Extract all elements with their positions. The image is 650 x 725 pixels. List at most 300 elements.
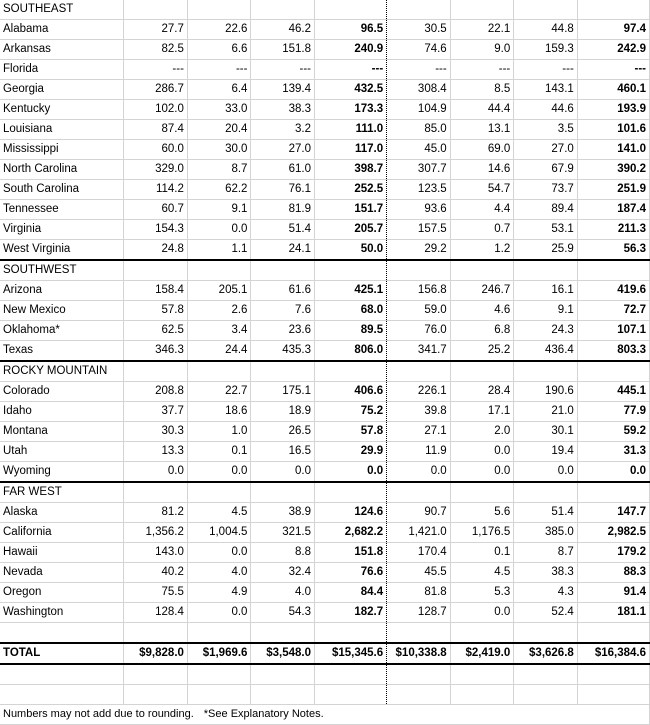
state-name: Arkansas xyxy=(0,40,124,60)
value-cell: 45.5 xyxy=(387,563,451,583)
value-cell: 8.7 xyxy=(514,543,578,563)
value-cell: 246.7 xyxy=(450,281,514,301)
value-cell: 179.2 xyxy=(577,543,649,563)
footnote xyxy=(0,705,650,725)
empty-cell xyxy=(0,623,124,644)
value-cell: 1,421.0 xyxy=(387,523,451,543)
table-row xyxy=(0,281,650,301)
value-cell: 88.3 xyxy=(577,563,649,583)
value-cell: 341.7 xyxy=(387,341,451,362)
value-cell: 73.7 xyxy=(514,180,578,200)
value-cell: 4.5 xyxy=(187,503,251,523)
state-name: North Carolina xyxy=(0,160,124,180)
value-cell: 24.3 xyxy=(514,321,578,341)
value-cell: 30.5 xyxy=(387,20,451,40)
value-cell: 436.4 xyxy=(514,341,578,362)
value-cell: 251.9 xyxy=(577,180,649,200)
empty-cell xyxy=(251,361,315,382)
table-row xyxy=(0,503,650,523)
empty-cell xyxy=(0,664,124,685)
value-cell: 81.9 xyxy=(251,200,315,220)
value-cell: 93.6 xyxy=(387,200,451,220)
value-cell: --- xyxy=(450,60,514,80)
value-cell: 30.3 xyxy=(124,422,188,442)
value-cell: 187.4 xyxy=(577,200,649,220)
value-cell: 329.0 xyxy=(124,160,188,180)
value-cell: 40.2 xyxy=(124,563,188,583)
value-cell: 4.3 xyxy=(514,583,578,603)
value-cell: 102.0 xyxy=(124,100,188,120)
value-cell: 60.0 xyxy=(124,140,188,160)
section-header-row xyxy=(0,482,650,503)
empty-cell xyxy=(577,685,649,705)
value-cell: 208.8 xyxy=(124,382,188,402)
empty-cell xyxy=(387,361,451,382)
value-cell: 6.8 xyxy=(450,321,514,341)
empty-cell xyxy=(514,260,578,281)
value-cell: 69.0 xyxy=(450,140,514,160)
value-cell: 151.7 xyxy=(315,200,387,220)
value-cell: 27.0 xyxy=(251,140,315,160)
value-cell: 81.2 xyxy=(124,503,188,523)
value-cell: 25.2 xyxy=(450,341,514,362)
value-cell: --- xyxy=(251,60,315,80)
value-cell: 4.9 xyxy=(187,583,251,603)
value-cell: 44.6 xyxy=(514,100,578,120)
value-cell: 54.3 xyxy=(251,603,315,623)
value-cell: 14.6 xyxy=(450,160,514,180)
value-cell: 9.0 xyxy=(450,40,514,60)
state-name: Texas xyxy=(0,341,124,362)
value-cell: 0.0 xyxy=(450,603,514,623)
empty-cell xyxy=(124,0,188,20)
value-cell: 1,004.5 xyxy=(187,523,251,543)
state-name: California xyxy=(0,523,124,543)
value-cell: 59.0 xyxy=(387,301,451,321)
value-cell: 157.5 xyxy=(387,220,451,240)
value-cell: 51.4 xyxy=(251,220,315,240)
value-cell: 59.2 xyxy=(577,422,649,442)
value-cell: 107.1 xyxy=(577,321,649,341)
value-cell: 23.6 xyxy=(251,321,315,341)
value-cell: 143.1 xyxy=(514,80,578,100)
value-cell: 175.1 xyxy=(251,382,315,402)
value-cell: 38.9 xyxy=(251,503,315,523)
value-cell: 9.1 xyxy=(514,301,578,321)
value-cell: 117.0 xyxy=(315,140,387,160)
value-cell: 45.0 xyxy=(387,140,451,160)
value-cell: 3.5 xyxy=(514,120,578,140)
value-cell: 321.5 xyxy=(251,523,315,543)
empty-cell xyxy=(124,361,188,382)
value-cell: 67.9 xyxy=(514,160,578,180)
value-cell: 18.9 xyxy=(251,402,315,422)
table-row xyxy=(0,220,650,240)
value-cell: 62.2 xyxy=(187,180,251,200)
empty-cell xyxy=(577,664,649,685)
value-cell: 61.6 xyxy=(251,281,315,301)
value-cell: 0.0 xyxy=(315,462,387,483)
empty-cell xyxy=(124,623,188,644)
state-name: Louisiana xyxy=(0,120,124,140)
value-cell: 141.0 xyxy=(577,140,649,160)
state-name: Wyoming xyxy=(0,462,124,483)
state-name: Mississippi xyxy=(0,140,124,160)
section-title: ROCKY MOUNTAIN xyxy=(0,361,124,382)
empty-cell xyxy=(124,685,188,705)
value-cell: 4.6 xyxy=(450,301,514,321)
state-name: Arizona xyxy=(0,281,124,301)
value-cell: --- xyxy=(187,60,251,80)
empty-cell xyxy=(315,623,387,644)
state-name: Georgia xyxy=(0,80,124,100)
empty-cell xyxy=(315,361,387,382)
value-cell: 128.4 xyxy=(124,603,188,623)
value-cell: 3.2 xyxy=(251,120,315,140)
empty-cell xyxy=(315,482,387,503)
table-row xyxy=(0,160,650,180)
value-cell: 101.6 xyxy=(577,120,649,140)
table-row xyxy=(0,301,650,321)
value-cell: 445.1 xyxy=(577,382,649,402)
value-cell: 432.5 xyxy=(315,80,387,100)
value-cell: 2,982.5 xyxy=(577,523,649,543)
value-cell: 406.6 xyxy=(315,382,387,402)
value-cell: 0.0 xyxy=(187,462,251,483)
value-cell: 190.6 xyxy=(514,382,578,402)
value-cell: 76.0 xyxy=(387,321,451,341)
state-name: Alabama xyxy=(0,20,124,40)
table-row xyxy=(0,200,650,220)
value-cell: 425.1 xyxy=(315,281,387,301)
state-name: Virginia xyxy=(0,220,124,240)
empty-cell xyxy=(514,623,578,644)
empty-cell xyxy=(124,482,188,503)
empty-cell xyxy=(577,0,649,20)
value-cell: 39.8 xyxy=(387,402,451,422)
value-cell: --- xyxy=(315,60,387,80)
value-cell: 111.0 xyxy=(315,120,387,140)
value-cell: 286.7 xyxy=(124,80,188,100)
table-row xyxy=(0,100,650,120)
empty-cell xyxy=(450,664,514,685)
value-cell: --- xyxy=(514,60,578,80)
empty-cell xyxy=(387,0,451,20)
empty-cell xyxy=(187,664,251,685)
empty-cell xyxy=(187,482,251,503)
section-title: SOUTHWEST xyxy=(0,260,124,281)
value-cell: 0.0 xyxy=(514,462,578,483)
value-cell: 13.3 xyxy=(124,442,188,462)
value-cell: 17.1 xyxy=(450,402,514,422)
empty-cell xyxy=(187,361,251,382)
total-value-cell: $16,384.6 xyxy=(577,643,649,664)
empty-cell xyxy=(251,664,315,685)
empty-cell xyxy=(251,623,315,644)
value-cell: 390.2 xyxy=(577,160,649,180)
state-name: Utah xyxy=(0,442,124,462)
value-cell: 97.4 xyxy=(577,20,649,40)
value-cell: 96.5 xyxy=(315,20,387,40)
value-cell: 2.6 xyxy=(187,301,251,321)
value-cell: 33.0 xyxy=(187,100,251,120)
value-cell: 81.8 xyxy=(387,583,451,603)
value-cell: 16.1 xyxy=(514,281,578,301)
section-title: FAR WEST xyxy=(0,482,124,503)
value-cell: 4.4 xyxy=(450,200,514,220)
value-cell: 44.8 xyxy=(514,20,578,40)
empty-cell xyxy=(577,361,649,382)
value-cell: 4.5 xyxy=(450,563,514,583)
value-cell: 26.5 xyxy=(251,422,315,442)
value-cell: 9.1 xyxy=(187,200,251,220)
value-cell: --- xyxy=(387,60,451,80)
value-cell: 22.1 xyxy=(450,20,514,40)
table-row xyxy=(0,20,650,40)
empty-cell xyxy=(387,623,451,644)
table-row xyxy=(0,583,650,603)
section-header-row xyxy=(0,260,650,281)
value-cell: 385.0 xyxy=(514,523,578,543)
value-cell: 44.4 xyxy=(450,100,514,120)
value-cell: 38.3 xyxy=(514,563,578,583)
state-name: Tennessee xyxy=(0,200,124,220)
value-cell: 806.0 xyxy=(315,341,387,362)
total-value-cell: $2,419.0 xyxy=(450,643,514,664)
empty-cell xyxy=(450,361,514,382)
value-cell: 0.0 xyxy=(577,462,649,483)
value-cell: 30.0 xyxy=(187,140,251,160)
table-row xyxy=(0,382,650,402)
value-cell: 29.9 xyxy=(315,442,387,462)
empty-cell xyxy=(251,482,315,503)
value-cell: 8.7 xyxy=(187,160,251,180)
table-row xyxy=(0,603,650,623)
value-cell: 50.0 xyxy=(315,240,387,261)
value-cell: 29.2 xyxy=(387,240,451,261)
value-cell: 435.3 xyxy=(251,341,315,362)
empty-cell xyxy=(315,0,387,20)
value-cell: 3.4 xyxy=(187,321,251,341)
value-cell: 0.0 xyxy=(187,603,251,623)
empty-cell xyxy=(315,685,387,705)
value-cell: 0.0 xyxy=(187,220,251,240)
value-cell: 170.4 xyxy=(387,543,451,563)
value-cell: 240.9 xyxy=(315,40,387,60)
value-cell: 25.9 xyxy=(514,240,578,261)
state-name: Nevada xyxy=(0,563,124,583)
total-row xyxy=(0,643,650,664)
value-cell: 1,356.2 xyxy=(124,523,188,543)
blank-row xyxy=(0,623,650,644)
value-cell: 11.9 xyxy=(387,442,451,462)
value-cell: 60.7 xyxy=(124,200,188,220)
value-cell: 13.1 xyxy=(450,120,514,140)
value-cell: 77.9 xyxy=(577,402,649,422)
value-cell: 30.1 xyxy=(514,422,578,442)
state-name: Hawaii xyxy=(0,543,124,563)
value-cell: 143.0 xyxy=(124,543,188,563)
value-cell: 6.6 xyxy=(187,40,251,60)
empty-cell xyxy=(514,361,578,382)
value-cell: 84.4 xyxy=(315,583,387,603)
empty-cell xyxy=(577,260,649,281)
value-cell: 85.0 xyxy=(387,120,451,140)
state-name: Oklahoma* xyxy=(0,321,124,341)
section-header-row xyxy=(0,361,650,382)
table-row xyxy=(0,60,650,80)
value-cell: 37.7 xyxy=(124,402,188,422)
value-cell: 27.0 xyxy=(514,140,578,160)
value-cell: 76.6 xyxy=(315,563,387,583)
value-cell: 68.0 xyxy=(315,301,387,321)
value-cell: 61.0 xyxy=(251,160,315,180)
value-cell: 72.7 xyxy=(577,301,649,321)
state-name: Kentucky xyxy=(0,100,124,120)
value-cell: 308.4 xyxy=(387,80,451,100)
value-cell: 89.5 xyxy=(315,321,387,341)
empty-cell xyxy=(450,685,514,705)
value-cell: 32.4 xyxy=(251,563,315,583)
empty-cell xyxy=(315,664,387,685)
state-name: Colorado xyxy=(0,382,124,402)
value-cell: 5.6 xyxy=(450,503,514,523)
value-cell: 151.8 xyxy=(315,543,387,563)
value-cell: 51.4 xyxy=(514,503,578,523)
value-cell: 147.7 xyxy=(577,503,649,523)
value-cell: 91.4 xyxy=(577,583,649,603)
value-cell: 18.6 xyxy=(187,402,251,422)
value-cell: 226.1 xyxy=(387,382,451,402)
empty-cell xyxy=(514,685,578,705)
value-cell: 4.0 xyxy=(187,563,251,583)
empty-cell xyxy=(187,623,251,644)
value-cell: 0.1 xyxy=(450,543,514,563)
value-cell: 24.8 xyxy=(124,240,188,261)
table-row xyxy=(0,40,650,60)
empty-cell xyxy=(251,0,315,20)
value-cell: --- xyxy=(124,60,188,80)
table-row xyxy=(0,120,650,140)
value-cell: 2.0 xyxy=(450,422,514,442)
table-row xyxy=(0,180,650,200)
value-cell: 158.4 xyxy=(124,281,188,301)
empty-cell xyxy=(124,260,188,281)
value-cell: 151.8 xyxy=(251,40,315,60)
value-cell: 182.7 xyxy=(315,603,387,623)
value-cell: 5.3 xyxy=(450,583,514,603)
value-cell: 87.4 xyxy=(124,120,188,140)
value-cell: 156.8 xyxy=(387,281,451,301)
value-cell: 1.0 xyxy=(187,422,251,442)
value-cell: 20.4 xyxy=(187,120,251,140)
table-row xyxy=(0,442,650,462)
value-cell: 128.7 xyxy=(387,603,451,623)
value-cell: 159.3 xyxy=(514,40,578,60)
value-cell: 46.2 xyxy=(251,20,315,40)
value-cell: 8.5 xyxy=(450,80,514,100)
total-value-cell: $3,548.0 xyxy=(251,643,315,664)
table-row xyxy=(0,422,650,442)
total-value-cell: $1,969.6 xyxy=(187,643,251,664)
empty-cell xyxy=(387,482,451,503)
value-cell: 1.1 xyxy=(187,240,251,261)
value-cell: 75.2 xyxy=(315,402,387,422)
value-cell: 0.0 xyxy=(450,462,514,483)
value-cell: 346.3 xyxy=(124,341,188,362)
value-cell: 0.0 xyxy=(187,543,251,563)
value-cell: 123.5 xyxy=(387,180,451,200)
value-cell: 22.6 xyxy=(187,20,251,40)
table-row xyxy=(0,563,650,583)
value-cell: 181.1 xyxy=(577,603,649,623)
footnote-row xyxy=(0,705,650,725)
value-cell: 2,682.2 xyxy=(315,523,387,543)
empty-cell xyxy=(187,260,251,281)
value-cell: 54.7 xyxy=(450,180,514,200)
value-cell: 53.1 xyxy=(514,220,578,240)
empty-cell xyxy=(577,623,649,644)
total-label: TOTAL xyxy=(0,643,124,664)
value-cell: 22.7 xyxy=(187,382,251,402)
table-row xyxy=(0,80,650,100)
empty-cell xyxy=(450,260,514,281)
empty-cell xyxy=(315,260,387,281)
section-header-row xyxy=(0,0,650,20)
empty-cell xyxy=(0,685,124,705)
state-name: West Virginia xyxy=(0,240,124,261)
blank-row xyxy=(0,664,650,685)
empty-cell xyxy=(514,482,578,503)
value-cell: 4.0 xyxy=(251,583,315,603)
empty-cell xyxy=(450,623,514,644)
value-cell: 16.5 xyxy=(251,442,315,462)
state-name: Montana xyxy=(0,422,124,442)
empty-cell xyxy=(387,685,451,705)
value-cell: 0.0 xyxy=(251,462,315,483)
value-cell: 242.9 xyxy=(577,40,649,60)
value-cell: 27.1 xyxy=(387,422,451,442)
value-cell: 62.5 xyxy=(124,321,188,341)
value-cell: 76.1 xyxy=(251,180,315,200)
value-cell: 114.2 xyxy=(124,180,188,200)
value-cell: 31.3 xyxy=(577,442,649,462)
empty-cell xyxy=(514,0,578,20)
table-row xyxy=(0,341,650,362)
value-cell: 460.1 xyxy=(577,80,649,100)
state-name: Florida xyxy=(0,60,124,80)
value-cell: 21.0 xyxy=(514,402,578,422)
value-cell: 82.5 xyxy=(124,40,188,60)
value-cell: 211.3 xyxy=(577,220,649,240)
value-cell: 56.3 xyxy=(577,240,649,261)
value-cell: 8.8 xyxy=(251,543,315,563)
value-cell: 52.4 xyxy=(514,603,578,623)
state-name: Idaho xyxy=(0,402,124,422)
value-cell: 154.3 xyxy=(124,220,188,240)
value-cell: 38.3 xyxy=(251,100,315,120)
value-cell: 173.3 xyxy=(315,100,387,120)
value-cell: 19.4 xyxy=(514,442,578,462)
value-cell: 398.7 xyxy=(315,160,387,180)
empty-cell xyxy=(124,664,188,685)
table-row xyxy=(0,140,650,160)
value-cell: 124.6 xyxy=(315,503,387,523)
value-cell: 89.4 xyxy=(514,200,578,220)
value-cell: 205.7 xyxy=(315,220,387,240)
value-cell: 24.1 xyxy=(251,240,315,261)
table-row xyxy=(0,240,650,261)
